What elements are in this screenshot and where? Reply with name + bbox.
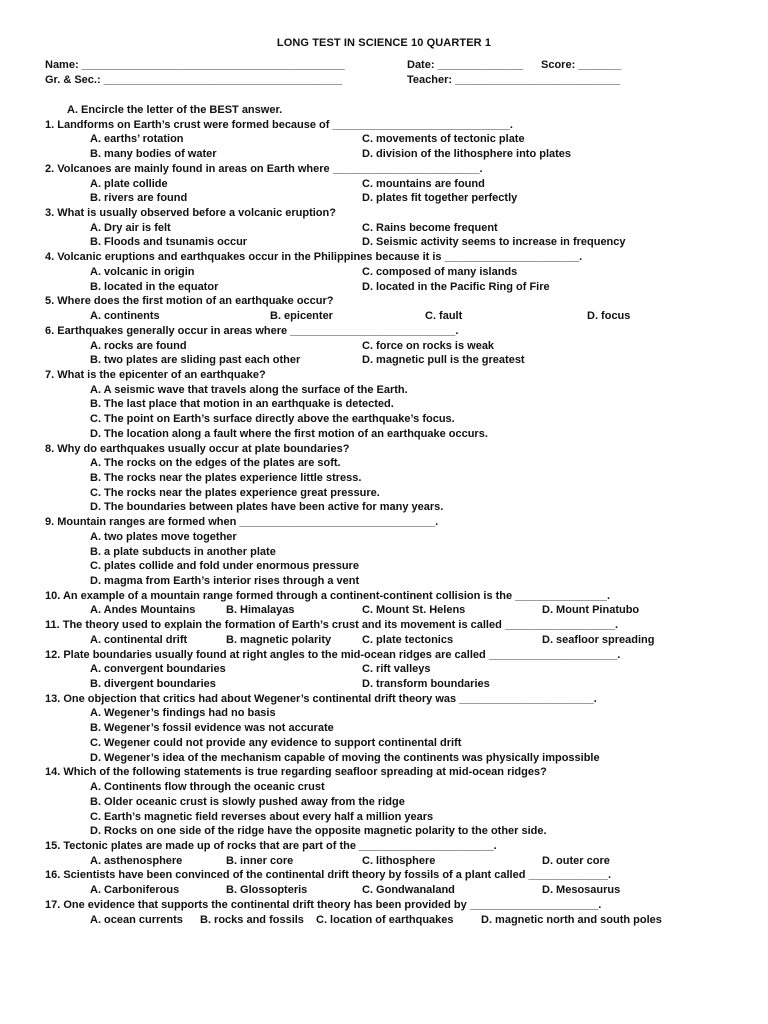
answer-option[interactable]: B. located in the equator [90, 280, 219, 293]
question-text: 9. Mountain ranges are formed when ________________________________. [45, 516, 439, 529]
answer-option[interactable]: B. The rocks near the plates experience little stress. [90, 471, 362, 484]
answer-option[interactable]: C. Wegener could not provide any evidence to support continental drift [90, 736, 462, 749]
answer-option[interactable]: C. Mount St. Helens [362, 604, 466, 617]
options-row [45, 662, 745, 677]
answer-option[interactable]: A. ocean currents [90, 913, 183, 926]
options-row [45, 633, 745, 648]
answer-option[interactable]: C. lithosphere [362, 854, 436, 867]
answer-option[interactable]: B. inner core [226, 854, 294, 867]
answer-option[interactable]: B. magnetic polarity [226, 633, 332, 646]
answer-option[interactable]: B. Glossopteris [226, 884, 308, 897]
options-row [45, 235, 745, 250]
answer-option[interactable]: D. Mount Pinatubo [542, 604, 640, 617]
answer-option[interactable]: C. The point on Earth’s surface directly above the earthquake’s focus. [90, 413, 455, 426]
answer-option[interactable]: C. composed of many islands [362, 265, 518, 278]
answer-option[interactable]: A. earths’ rotation [90, 133, 184, 146]
page-title: LONG TEST IN SCIENCE 10 QUARTER 1 [276, 37, 492, 49]
options-row [45, 147, 745, 162]
options-row [45, 913, 745, 928]
answer-option[interactable]: D. seafloor spreading [542, 633, 655, 646]
answer-option[interactable]: B. a plate subducts in another plate [90, 545, 276, 558]
answer-option[interactable]: D. plates fit together perfectly [362, 192, 518, 205]
question-text: 14. Which of the following statements is true regarding seafloor spreading at mid-ocean ridges? [45, 766, 547, 779]
options-row [45, 132, 745, 147]
question-text: 15. Tectonic plates are made up of rocks that are part of the ______________________. [45, 839, 497, 852]
answer-option[interactable]: C. The rocks near the plates experience great pressure. [90, 486, 380, 499]
answer-option[interactable]: D. Rocks on one side of the ridge have the opposite magnetic polarity to the other side. [90, 825, 547, 838]
score-field[interactable]: Score: _______ [541, 59, 622, 71]
answer-option[interactable]: A. A seismic wave that travels along the surface of the Earth. [90, 383, 408, 396]
answer-option[interactable]: D. transform boundaries [362, 678, 490, 691]
question-text: 3. What is usually observed before a volcanic eruption? [45, 207, 336, 220]
question-text: 8. Why do earthquakes usually occur at plate boundaries? [45, 442, 350, 455]
answer-option[interactable]: A. Carboniferous [90, 884, 180, 897]
answer-option[interactable]: B. Wegener’s fossil evidence was not accurate [90, 722, 334, 735]
name-field[interactable]: Name: ___________________________________________ [45, 59, 345, 71]
question-text: 2. Volcanoes are mainly found in areas on Earth where ________________________. [45, 162, 483, 175]
answer-option[interactable]: A. Dry air is felt [90, 221, 171, 234]
answer-option[interactable]: A. Andes Mountains [90, 604, 196, 617]
answer-option[interactable]: C. plates collide and fold under enormous pressure [90, 560, 359, 573]
test-content [45, 103, 745, 927]
question-text: 11. The theory used to explain the formation of Earth’s crust and its movement is called __________________. [45, 619, 619, 632]
options-row [45, 191, 745, 206]
answer-option[interactable]: B. epicenter [270, 310, 333, 323]
answer-option[interactable]: C. rift valleys [362, 663, 431, 676]
answer-option[interactable]: D. The location along a fault where the first motion of an earthquake occurs. [90, 427, 488, 440]
answer-option[interactable]: A. continental drift [90, 633, 188, 646]
answer-option[interactable]: B. divergent boundaries [90, 678, 216, 691]
options-row [45, 309, 745, 324]
question-text: 1. Landforms on Earth’s crust were formed because of _____________________________. [45, 118, 513, 131]
answer-option[interactable]: B. Floods and tsunamis occur [90, 236, 248, 249]
answer-option[interactable]: C. fault [425, 310, 463, 323]
answer-option[interactable]: A. two plates move together [90, 530, 237, 543]
answer-option[interactable]: C. Rains become frequent [362, 221, 498, 234]
options-row [45, 280, 745, 295]
options-row [45, 339, 745, 354]
answer-option[interactable]: A. plate collide [90, 177, 168, 190]
answer-option[interactable]: D. Mesosaurus [542, 884, 621, 897]
answer-option[interactable]: B. The last place that motion in an earthquake is detected. [90, 398, 394, 411]
answer-option[interactable]: C. force on rocks is weak [362, 339, 495, 352]
options-row [45, 883, 745, 898]
answer-option[interactable]: D. focus [587, 310, 631, 323]
answer-option[interactable]: D. outer core [542, 854, 610, 867]
options-row [45, 177, 745, 192]
answer-option[interactable]: A. asthenosphere [90, 854, 183, 867]
answer-option[interactable]: A. Wegener’s findings had no basis [90, 707, 276, 720]
answer-option[interactable]: C. plate tectonics [362, 633, 454, 646]
answer-option[interactable]: B. rocks and fossils [200, 913, 304, 926]
answer-option[interactable]: C. location of earthquakes [316, 913, 454, 926]
question-text: 12. Plate boundaries usually found at right angles to the mid-ocean ridges are called _____________________. [45, 648, 621, 661]
options-row [45, 353, 745, 368]
answer-option[interactable]: D. magnetic north and south poles [481, 913, 662, 926]
grade-section-field[interactable]: Gr. & Sec.: _______________________________________ [45, 74, 343, 86]
options-row [45, 603, 745, 618]
answer-option[interactable]: A. Continents flow through the oceanic crust [90, 781, 325, 794]
question-text: 10. An example of a mountain range formed through a continent-continent collision is the _______________. [45, 589, 611, 602]
answer-option[interactable]: D. magnetic pull is the greatest [362, 354, 525, 367]
question-text: 16. Scientists have been convinced of the continental drift theory by fossils of a plant called _____________. [45, 869, 612, 882]
options-row [45, 265, 745, 280]
answer-option[interactable]: A. continents [90, 310, 160, 323]
answer-option[interactable]: B. two plates are sliding past each other [90, 354, 301, 367]
answer-option[interactable]: A. rocks are found [90, 339, 187, 352]
answer-option[interactable]: A. The rocks on the edges of the plates are soft. [90, 457, 341, 470]
options-row [45, 854, 745, 869]
answer-option[interactable]: A. convergent boundaries [90, 663, 226, 676]
answer-option[interactable]: C. movements of tectonic plate [362, 133, 525, 146]
answer-option[interactable]: B. many bodies of water [90, 148, 217, 161]
options-row [45, 677, 745, 692]
question-text: 4. Volcanic eruptions and earthquakes occur in the Philippines because it is ______________________. [45, 251, 583, 264]
answer-option[interactable]: D. division of the lithosphere into plates [362, 148, 572, 161]
answer-option[interactable]: D. Wegener’s idea of the mechanism capable of moving the continents was physically impossible [90, 751, 600, 764]
answer-option[interactable]: D. Seismic activity seems to increase in frequency [362, 236, 626, 249]
section-instruction: A. Encircle the letter of the BEST answer. [67, 104, 283, 116]
date-field[interactable]: Date: ______________ [407, 59, 524, 71]
options-row [45, 221, 745, 236]
answer-option[interactable]: C. mountains are found [362, 177, 485, 190]
teacher-field[interactable]: Teacher: ___________________________ [407, 74, 621, 86]
question-text: 13. One objection that critics had about Wegener’s continental drift theory was ______________________. [45, 692, 597, 705]
question-text: 6. Earthquakes generally occur in areas where ___________________________. [45, 324, 459, 337]
question-text: 5. Where does the first motion of an earthquake occur? [45, 295, 334, 308]
answer-option[interactable]: D. The boundaries between plates have been active for many years. [90, 501, 444, 514]
answer-option[interactable]: B. Older oceanic crust is slowly pushed away from the ridge [90, 795, 405, 808]
answer-option[interactable]: B. rivers are found [90, 192, 188, 205]
question-text: 17. One evidence that supports the continental drift theory has been provided by _____________________. [45, 898, 602, 911]
answer-option[interactable]: A. volcanic in origin [90, 265, 195, 278]
answer-option[interactable]: D. located in the Pacific Ring of Fire [362, 280, 550, 293]
answer-option[interactable]: C. Earth’s magnetic field reverses about every half a million years [90, 810, 434, 823]
answer-option[interactable]: D. magma from Earth’s interior rises through a vent [90, 575, 360, 587]
answer-option[interactable]: B. Himalayas [226, 604, 295, 617]
question-text: 7. What is the epicenter of an earthquake? [45, 368, 266, 381]
answer-option[interactable]: C. Gondwanaland [362, 884, 455, 897]
